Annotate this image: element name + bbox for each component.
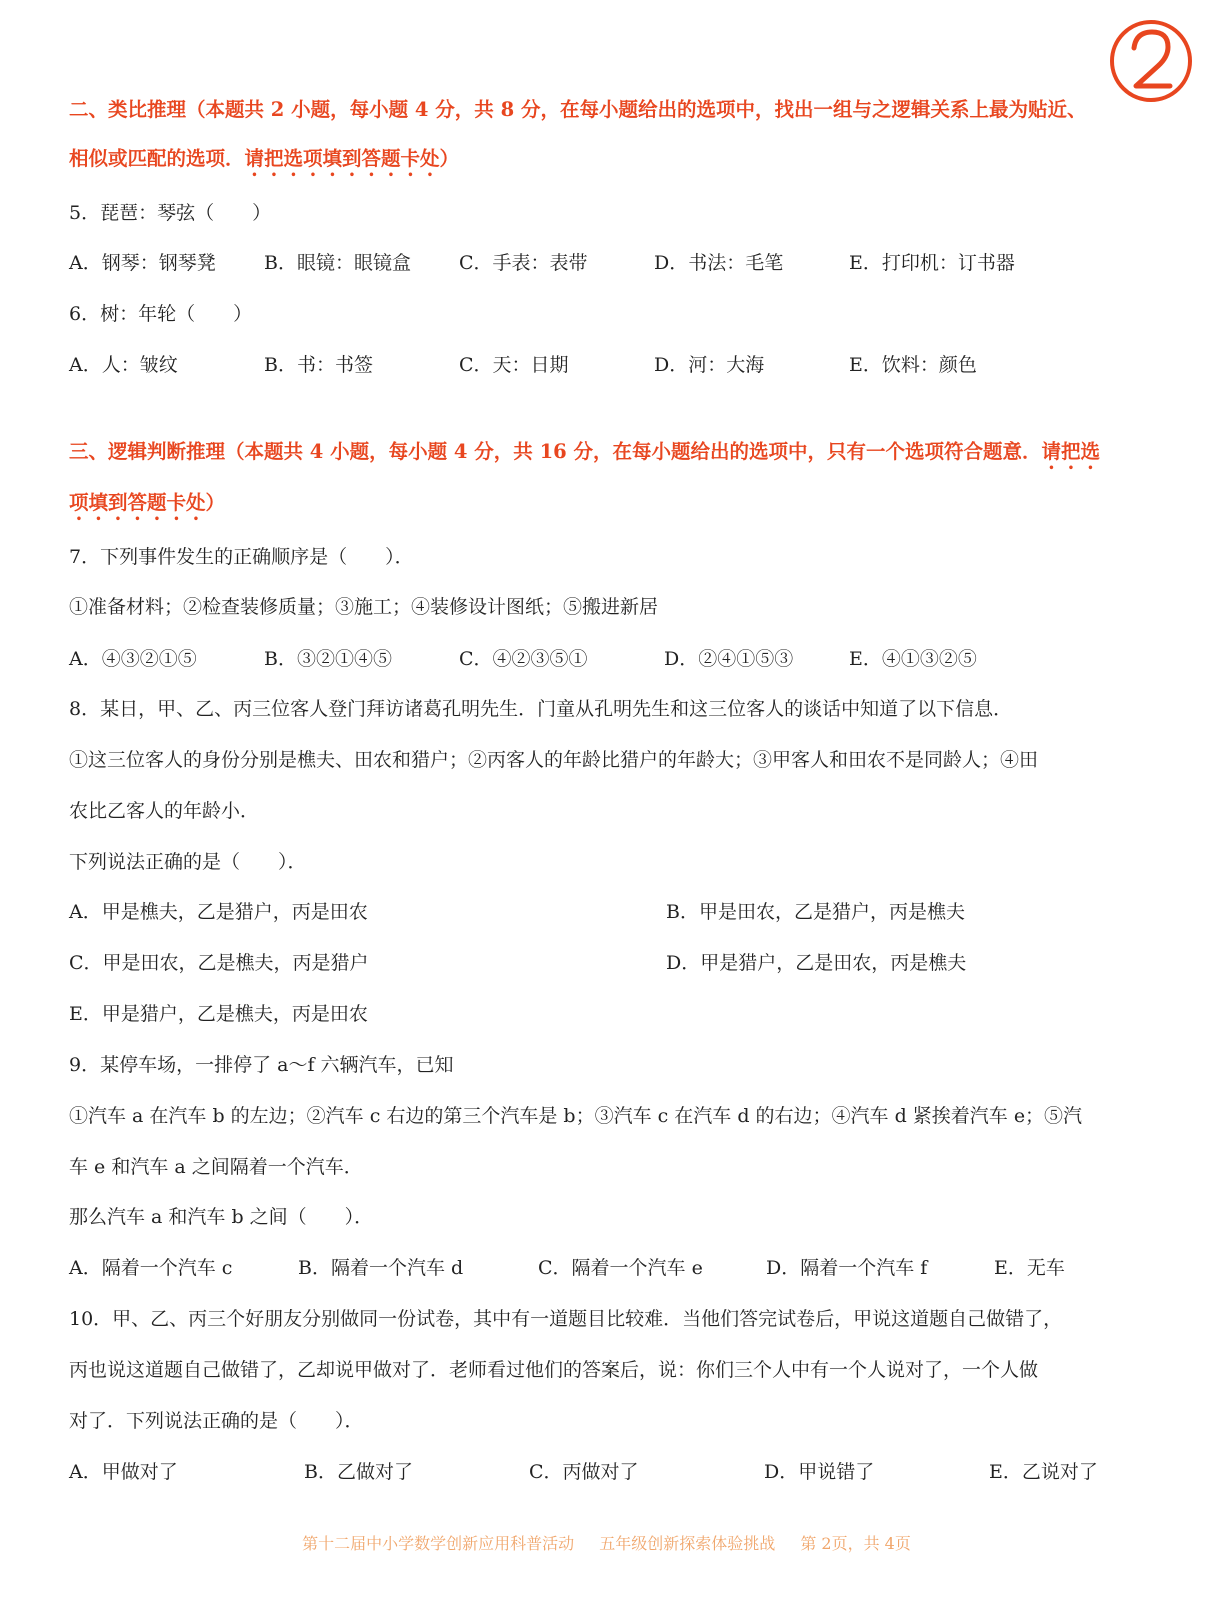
q9-option-b: B．隔着一个汽车 d [298,1257,464,1279]
section3-title-dotted-1: 请把选 [1041,440,1101,463]
section3-title-line2 [69,490,1109,525]
section2-title-line2 [69,146,1109,181]
q8-option-d: D．甲是猎户，乙是田农，丙是樵夫 [666,952,967,974]
q5-option-c: C．手表：表带 [459,252,588,274]
q6-stem: 6．树：年轮（ ） [69,303,253,325]
q9-option-a: A．隔着一个汽车 c [69,1257,233,1279]
q7-option-d: D．②④①⑤③ [664,648,794,670]
footer-page: 第 2页，共 4页 [800,1534,911,1553]
q6-option-e: E．饮料：颜色 [849,354,977,376]
q10-option-e: E．乙说对了 [989,1461,1098,1483]
q10-option-d: D．甲说错了 [764,1461,875,1483]
q9-option-d: D．隔着一个汽车 f [766,1257,928,1279]
section3-title-dotted-2: 项填到答题卡处 [69,491,206,514]
q10-option-c: C．丙做对了 [529,1461,639,1483]
q8-info-line2: 农比乙客人的年龄小． [69,800,260,822]
footer-grade: 五年级创新探索体验挑战 [599,1534,776,1553]
q10-stem-line2: 丙也说这道题自己做错了，乙却说甲做对了．老师看过他们的答案后，说：你们三个人中有一个人说对了，一个人做 [69,1359,1039,1381]
q8-option-b: B．甲是田农，乙是猎户，丙是樵夫 [666,901,965,923]
q7-stem: 7．下列事件发生的正确顺序是（ ）． [69,546,414,568]
q10-stem-line1: 10．甲、乙、丙三个好朋友分别做同一份试卷，其中有一道题目比较难．当他们答完试卷后，甲说这道题自己做错了， [69,1308,1063,1330]
q6-option-d: D．河：大海 [654,354,765,376]
q10-option-a: A．甲做对了 [69,1461,178,1483]
q5-option-d: D．书法：毛笔 [654,252,784,274]
q7-option-e: E．④①③②⑤ [849,648,977,670]
q6-option-a: A．人：皱纹 [69,354,178,376]
q9-info-line1: ①汽车 a 在汽车 b 的左边；②汽车 c 右边的第三个汽车是 b；③汽车 c 在汽车 d 的右边；④汽车 d 紧挨着汽车 e；⑤汽 [69,1105,1083,1127]
section2-title-plain: 相似或匹配的选项． [69,147,245,170]
q7-info: ①准备材料；②检查装修质量；③施工；④装修设计图纸；⑤搬进新居 [69,596,659,618]
q7-option-c: C．④②③⑤① [459,648,588,670]
q9-option-e: E．无车 [994,1257,1065,1279]
q5-option-e: E．打印机：订书器 [849,252,1015,274]
q7-option-a: A．④③②①⑤ [69,648,197,670]
q8-info-line1: ①这三位客人的身份分别是樵夫、田农和猎户；②丙客人的年龄比猎户的年龄大；③甲客人和田农不是同龄人；④田 [69,749,1039,771]
section2-title-dotted: 请把选项填到答题卡处 [244,147,440,170]
section3-title-end: ） [205,491,226,514]
footer-event: 第十二届中小学数学创新应用科普活动 [302,1534,575,1553]
page-number-badge [1108,18,1194,104]
q8-question: 下列说法正确的是（ ）． [69,851,307,873]
q5-option-b: B．眼镜：眼镜盒 [264,252,411,274]
section3-title-line1 [69,439,1109,474]
section2-title-end: ） [439,147,460,170]
q10-stem-line3: 对了．下列说法正确的是（ ）． [69,1410,364,1432]
q9-info-line2: 车 e 和汽车 a 之间隔着一个汽车． [69,1156,363,1178]
q7-option-b: B．③②①④⑤ [264,648,392,670]
q8-option-a: A．甲是樵夫，乙是猎户，丙是田农 [69,901,368,923]
q9-option-c: C．隔着一个汽车 e [538,1257,703,1279]
page-footer [0,1531,1213,1554]
section3-title-plain: 三、逻辑判断推理（本题共 4 小题，每小题 4 分，共 16 分，在每小题给出的选项中，只有一个选项符合题意． [69,440,1042,463]
q8-stem: 8．某日，甲、乙、丙三位客人登门拜访诸葛孔明先生．门童从孔明先生和这三位客人的谈话中知道了以下信息． [69,698,1013,720]
section2-title-line1: 二、类比推理（本题共 2 小题，每小题 4 分，共 8 分，在每小题给出的选项中，找出一组与之逻辑关系上最为贴近、 [69,98,1087,121]
q6-option-c: C．天：日期 [459,354,569,376]
q5-option-a: A．钢琴：钢琴凳 [69,252,216,274]
q5-stem: 5．琵琶：琴弦（ ） [69,202,272,224]
q10-option-b: B．乙做对了 [304,1461,413,1483]
q6-option-b: B．书：书签 [264,354,373,376]
q9-stem: 9．某停车场，一排停了 a～f 六辆汽车，已知 [69,1054,454,1076]
q9-question: 那么汽车 a 和汽车 b 之间（ ）． [69,1206,374,1228]
q8-option-e: E．甲是猎户，乙是樵夫，丙是田农 [69,1003,368,1025]
q8-option-c: C．甲是田农，乙是樵夫，丙是猎户 [69,952,369,974]
